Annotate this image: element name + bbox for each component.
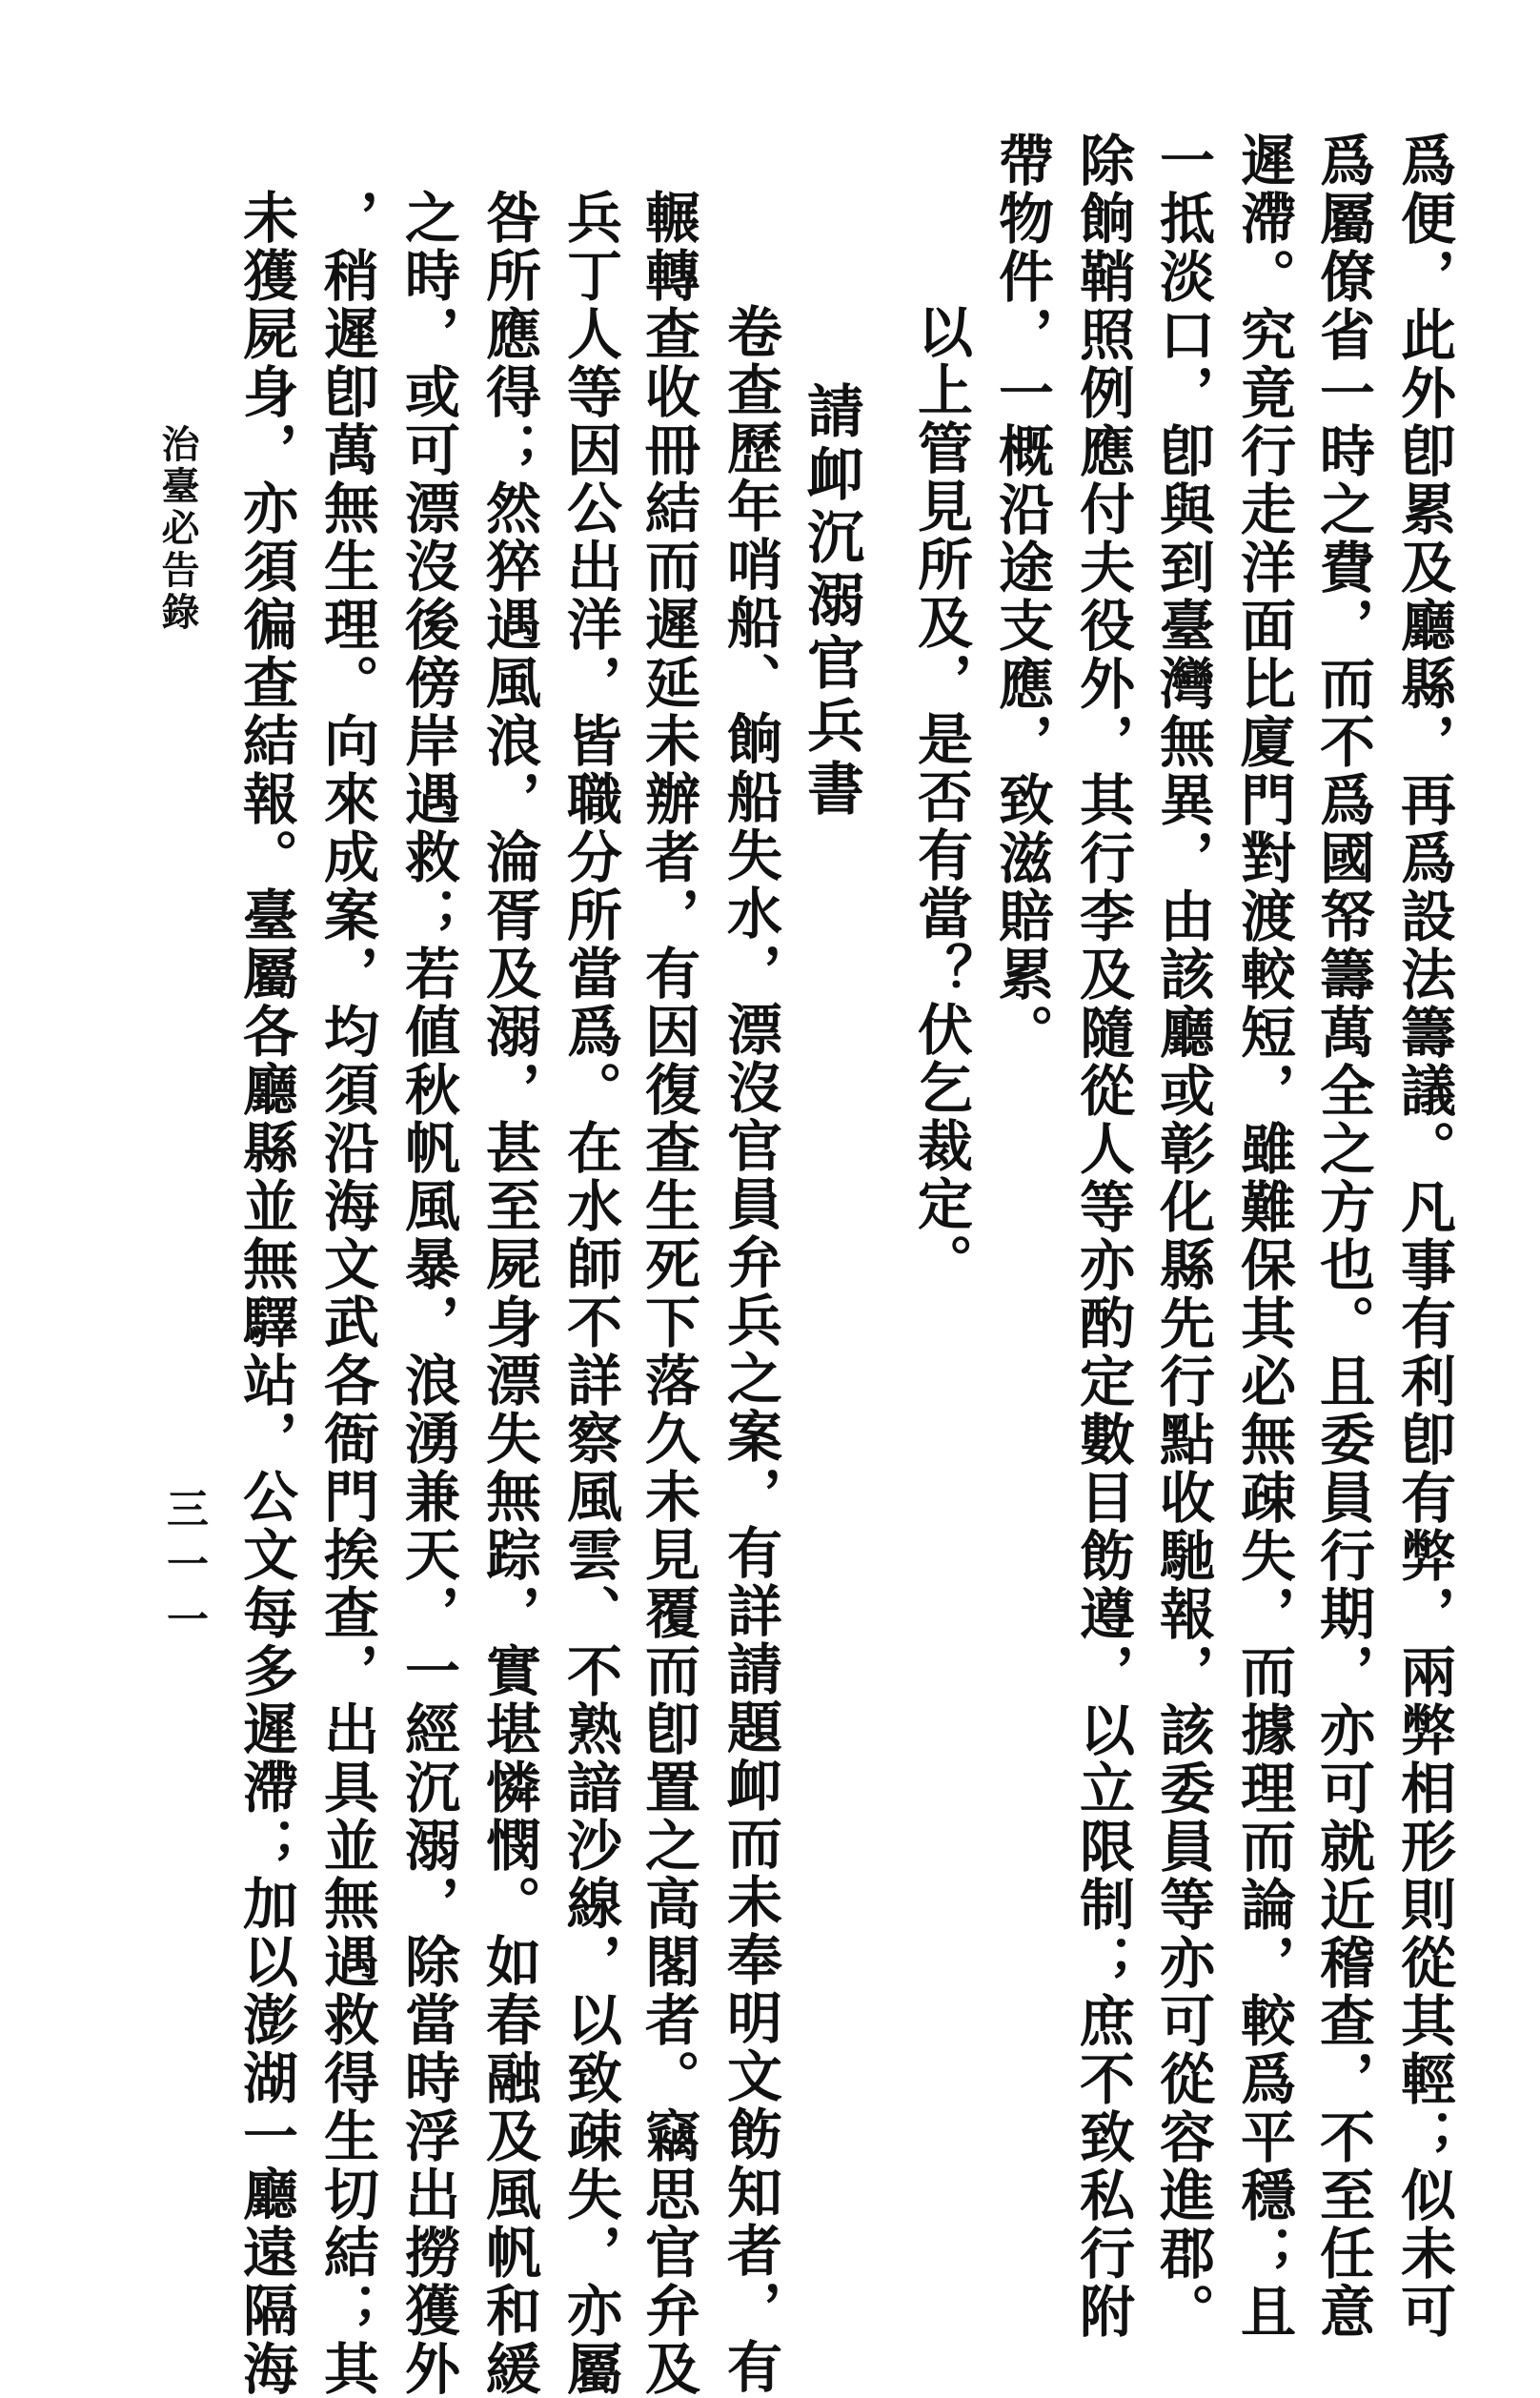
text-column-12: 咎所應得；然猝遇風浪，淪胥及溺，甚至屍身漂失無踪，實堪憐憫。如春融及風帆和緩 bbox=[476, 189, 541, 2398]
text-column-9: 卷查歷年哨船、餉船失水，漂沒官員弁兵之案，有詳請題卹而未奉明文飭知者，有 bbox=[718, 303, 782, 2396]
text-column-4: 一抵淡口，卽與到臺灣無異，由該廳或彰化縣先行點收馳報，該委員等亦可從容進郡。 bbox=[1150, 132, 1215, 2341]
text-column-6: 帶物件，一概沿途支應，致滋賠累。 bbox=[989, 132, 1054, 1062]
text-column-2: 爲屬僚省一時之費，而不爲國帑籌萬全之方也。且委員行期，亦可就近稽查，不至任意 bbox=[1310, 132, 1375, 2341]
section-title: 請卹沉溺官兵書 bbox=[798, 381, 864, 822]
text-column-5: 除餉鞘照例應付夫役外，其行李及隨從人等亦酌定數目飭遵，以立限制；庶不致私行附 bbox=[1070, 132, 1135, 2341]
page-number: 三一一 bbox=[159, 1487, 208, 1653]
text-column-11: 兵丁人等因公出洋，皆職分所當爲。在水師不詳察風雲、不熟諳沙線，以致疎失，亦屬 bbox=[557, 189, 622, 2398]
text-column-1: 爲便，此外卽累及廳縣，再爲設法籌議。凡事有利卽有弊，兩弊相形則從其輕；似未可 bbox=[1391, 132, 1456, 2341]
text-column-10: 輾轉查收冊結而遲延未辦者，有因復查生死下落久未見覆而卽置之高閣者。竊思官弁及 bbox=[636, 189, 700, 2398]
text-column-3: 遲滯。究竟行走洋面比廈門對渡較短，雖難保其必無疎失，而據理而論，較爲平穩；且 bbox=[1231, 132, 1296, 2341]
text-column-14: ，稍遲卽萬無生理。向來成案，均須沿海文武各衙門挨查，出具並無遇救得生切結；其 bbox=[314, 189, 379, 2398]
text-column-15: 未獲屍身，亦須徧查結報。臺屬各廳縣並無驛站，公文每多遲滯；加以澎湖一廳遠隔海 bbox=[233, 189, 298, 2398]
book-title: 治臺必告錄 bbox=[155, 424, 200, 634]
text-column-7: 以上管見所及，是否有當？伏乞裁定。 bbox=[908, 303, 973, 1291]
text-column-13: 之時，或可漂沒後傍岸遇救；若値秋帆風暴，浪湧兼天，一經沉溺，除當時浮出撈獲外 bbox=[395, 189, 460, 2398]
